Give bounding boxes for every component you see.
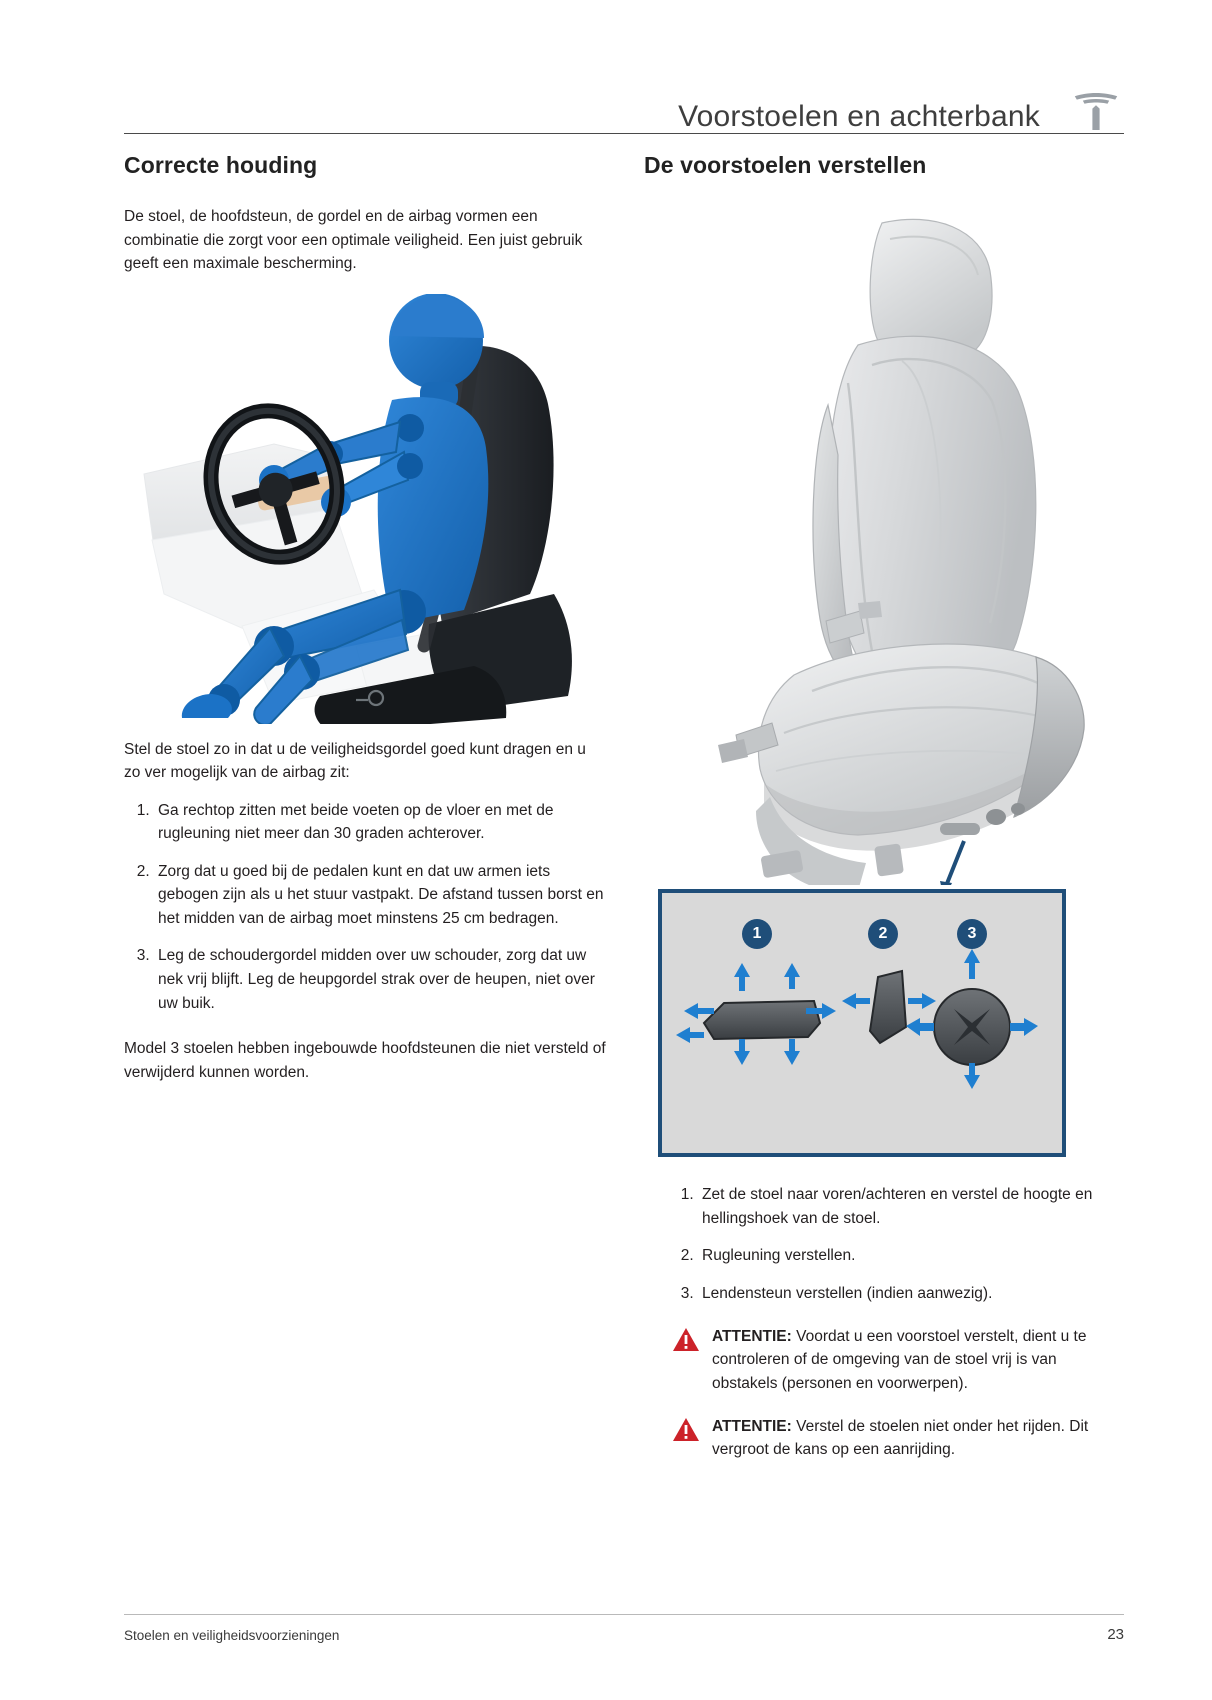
list-item: 1. Ga rechtop zitten met beide voeten op de vloer en met de rugleuning niet meer dan 30 graden achterover.: [154, 799, 606, 846]
left-section-title: Correcte houding: [124, 152, 318, 178]
page-number: 23: [1107, 1626, 1124, 1643]
warning-1-text: [712, 1325, 1124, 1395]
left-intro-text: De stoel, de hoofdsteun, de gordel en de airbag vormen een combinatie die zorgt voor een optimale veiligheid. Een juist gebruik geeft een maximale bescherming.: [124, 208, 583, 273]
callout-badge-1: 1: [742, 919, 772, 949]
list-item: 3. Leg de schoudergordel midden over uw schouder, zorg dat uw nek vrij blijft. Leg de heupgordel strak over de heupen, niet over uw buik.: [154, 944, 606, 1015]
seat-adjustment-controls-diagram: [658, 889, 1066, 1157]
page-title: Voorstoelen en achterbank: [678, 100, 1040, 133]
front-seat-photo: [644, 205, 1124, 885]
right-notes: [644, 1183, 1124, 1461]
callout-badge-3: 3: [957, 919, 987, 949]
warning-triangle-icon: [672, 1417, 700, 1442]
dummy-in-driver-seat-illustration: [124, 294, 606, 724]
left-closing-text: Model 3 stoelen hebben ingebouwde hoofdsteunen die niet versteld of verwijderd kunnen worden.: [124, 1040, 606, 1081]
warning-triangle-icon: [672, 1327, 700, 1352]
list-item: 2. Rugleuning verstellen.: [698, 1244, 1124, 1268]
left-column: [124, 152, 606, 1084]
footer-chapter: Stoelen en veiligheidsvoorzieningen: [124, 1628, 340, 1643]
right-column: [644, 152, 1124, 1461]
header-divider: [124, 133, 1124, 134]
right-section-title: De voorstoelen verstellen: [644, 152, 927, 178]
tesla-logo-icon: [1068, 90, 1124, 136]
list-item: 2. Zorg dat u goed bij de pedalen kunt en dat uw armen iets gebogen zijn als u het stuur vastpakt. De afstand tussen borst en het midden van de airbag moet minstens 25 cm bedragen.: [154, 860, 606, 931]
posture-steps-list: [124, 799, 606, 1015]
warning-2-label: ATTENTIE:: [712, 1417, 792, 1435]
list-item: 1. Zet de stoel naar voren/achteren en verstel de hoogte en hellingshoek van de stoel.: [698, 1183, 1124, 1230]
seat-adjust-steps-list: [644, 1183, 1124, 1305]
warning-1-label: ATTENTIE:: [712, 1328, 792, 1346]
page-header: [124, 84, 1124, 144]
warning-2-body: Verstel de stoelen niet onder het rijden. Dit vergroot de kans op een aanrijding.: [712, 1417, 1089, 1459]
left-lead-text: Stel de stoel zo in dat u de veiligheidsgordel goed kunt dragen en u zo ver mogelijk van de airbag zit:: [124, 740, 586, 782]
warning-1: [672, 1325, 1124, 1395]
warning-1-body: Voordat u een voorstoel verstelt, dient u te controleren of de omgeving van de stoel vrij is van obstakels (personen en voorwerpen).: [712, 1328, 1087, 1392]
callout-badge-2: 2: [868, 919, 898, 949]
footer-divider: [124, 1614, 1124, 1615]
warning-2: [672, 1415, 1124, 1462]
list-item: 3. Lendensteun verstellen (indien aanwezig).: [698, 1282, 1124, 1306]
warning-2-text: [712, 1415, 1124, 1462]
